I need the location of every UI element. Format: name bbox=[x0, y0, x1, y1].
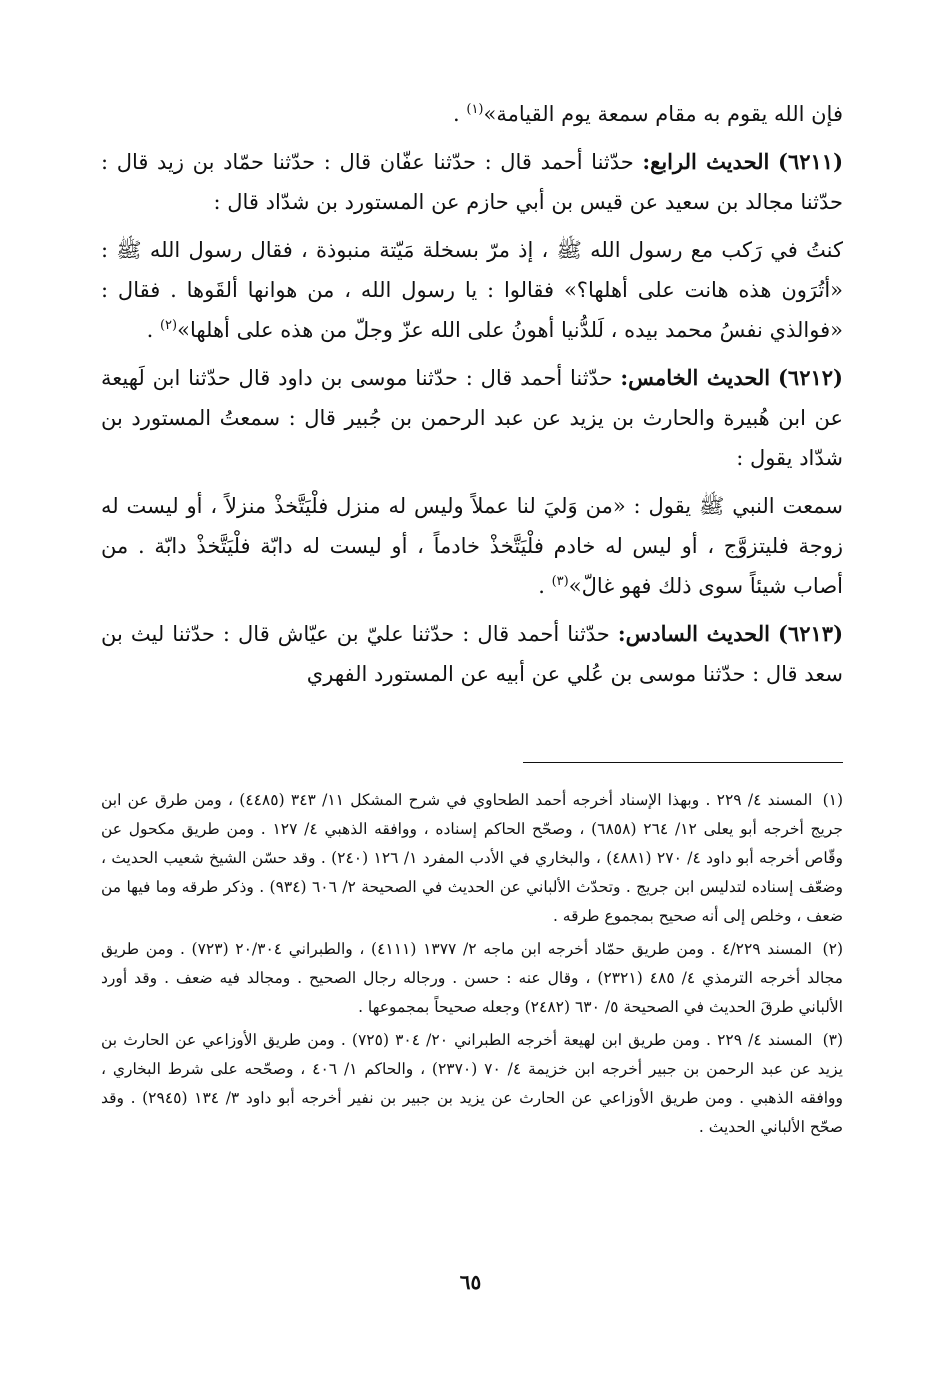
hadith-matn: سمعت النبي ﷺ يقول : «من وَليَ لنا عملاً وليس له منزل فلْيَتَّخذْ منزلاً ، أو ليست له زوجة فليتزوَّج ، أو ليس له خادم فلْيَتَّخذْ خادماً ، أو ليست له دابّة فلْيَتَّخذْ دابّة . من أصاب شيئاً سوى ذلك فهو غالّ» bbox=[101, 494, 843, 598]
hadith-6211-isnad bbox=[101, 142, 843, 222]
continuation-text: فإن الله يقوم به مقام سمعة يوم القيامة» bbox=[483, 102, 843, 126]
hadith-isnad: حدّثنا أحمد قال : حدّثنا عفّان قال : حدّثنا حمّاد بن زيد قال : حدّثنا مجالد بن سعيد عن قيس بن أبي حازم عن المستورد بن شدّاد قال : bbox=[101, 150, 843, 214]
hadith-matn-end: . bbox=[146, 318, 160, 342]
footnote-3 bbox=[101, 1026, 843, 1142]
footnote-text: المسند ٤/ ٢٢٩ . ومن طريق ابن لهيعة أخرجه الطبراني ٢٠/ ٣٠٤ (٧٢٥) . ومن طريق الأوزاعي عن الحارث بن يزيد عن عبد الرحمن بن جبير أخرجه ابن خزيمة ٤/ ٧٠ (٢٣٧٠) ، والحاكم ١/ ٤٠٦ ، وصحّحه على شرط البخاري ، ووافقه الذهبي . ومن طريق الأوزاعي عن الحارث عن يزيد بن جبير بن نفير أخرجه أبو داود ٣/ ١٣٤ (٢٩٤٥) . وقد صحّح الألباني الحديث . bbox=[101, 1031, 844, 1136]
footnote-mark: (٣) bbox=[822, 1031, 844, 1049]
hadith-6212-matn bbox=[101, 486, 843, 606]
hadith-matn: كنتُ في رَكب مع رسول الله ﷺ ، إذ مرّ بسخلة مَيّتة منبوذة ، فقال رسول الله ﷺ : «أتُرَون هذه هانت على أهلها؟» فقالوا : يا رسول الله ، من هوانها ألقَوها . فقال : «فوالذي نفسُ محمد بيده ، لَلدُّنيا أهونُ على الله عزّ وجلّ من هذه على أهلها» bbox=[101, 238, 843, 342]
main-text bbox=[101, 94, 843, 702]
page-number: ٦٥ bbox=[459, 1270, 482, 1294]
continuation-line bbox=[101, 94, 843, 134]
hadith-heading: الحديث الخامس: bbox=[620, 365, 771, 390]
hadith-number: (٦٢١٣) bbox=[778, 621, 843, 646]
footnote-mark: (١) bbox=[822, 791, 844, 809]
footnotes bbox=[101, 786, 843, 1146]
footnote-separator bbox=[523, 762, 843, 763]
footnote-text: المسند ٤/ ٢٢٩ . وبهذا الإسناد أخرجه أحمد الطحاوي في شرح المشكل ١١/ ٣٤٣ (٤٤٨٥) ، ومن طرق عن ابن جريج أخرجه أبو يعلى ١٢/ ٢٦٤ (٦٨٥٨) ، وصحّح الحاكم إسناده ، ووافقه الذهبي ٤/ ١٢٧ . ومن طريق مكحول عن وقّاص أخرجه أبو داود ٤/ ٢٧٠ (٤٨٨١) ، والبخاري في الأدب المفرد ١/ ١٢٦ (٢٤٠) . وقد حسّن الشيخ شعيب الحديث ، وضعّف إسناده لتدليس ابن جريج . وتحدّث الألباني عن الحديث في الصحيحة ٢/ ٦٠٦ (٩٣٤) . وذكر طرقه وما فيها من ضعف ، وخلص إلى أنه صحيح بمجموع طرقه . bbox=[101, 791, 844, 925]
footnote-ref-3: (٣) bbox=[551, 574, 569, 589]
hadith-6211-matn bbox=[101, 230, 843, 350]
hadith-6212-isnad bbox=[101, 358, 843, 478]
footnote-ref-2: (٢) bbox=[159, 318, 178, 333]
hadith-matn-end: . bbox=[538, 574, 552, 598]
hadith-isnad: حدّثنا أحمد قال : حدّثنا موسى بن داود قال حدّثنا ابن لَهيعة عن ابن هُبيرة والحارث بن يزيد عن عبد الرحمن بن جُبير قال : سمعتُ المستورد بن شدّاد يقول : bbox=[101, 366, 843, 470]
hadith-isnad: حدّثنا أحمد قال : حدّثنا عليّ بن عيّاش قال : حدّثنا ليث بن سعد قال : حدّثنا موسى بن عُلي عن أبيه عن المستورد الفهري bbox=[101, 622, 843, 686]
footnote-2 bbox=[101, 935, 843, 1022]
footnote-ref-1: (١) bbox=[466, 102, 484, 117]
hadith-number: (٦٢١١) bbox=[778, 149, 843, 174]
hadith-6213-isnad bbox=[101, 614, 843, 694]
hadith-heading: الحديث السادس: bbox=[617, 621, 770, 646]
continuation-end: . bbox=[453, 102, 467, 126]
hadith-heading: الحديث الرابع: bbox=[642, 149, 770, 174]
footnote-mark: (٢) bbox=[822, 940, 843, 958]
footnote-text: المسند ٤/٢٢٩ . ومن طريق حمّاد أخرجه ابن ماجه ٢/ ١٣٧٧ (٤١١١) ، والطبراني ٢٠/٣٠٤ (٧٢٣) . ومن طريق مجالد أخرجه الترمذي ٤/ ٤٨٥ (٢٣٢١) ، وقال عنه : حسن . ورجاله رجال الصحيح . ومجالد فيه ضعف . وقد أورد الألباني طرقَ الحديث في الصحيحة ٥/ ٦٣٠ (٢٤٨٢) وجعله صحيحاً بمجموعها . bbox=[101, 940, 843, 1016]
hadith-number: (٦٢١٢) bbox=[777, 365, 843, 390]
footnote-1 bbox=[101, 786, 843, 931]
